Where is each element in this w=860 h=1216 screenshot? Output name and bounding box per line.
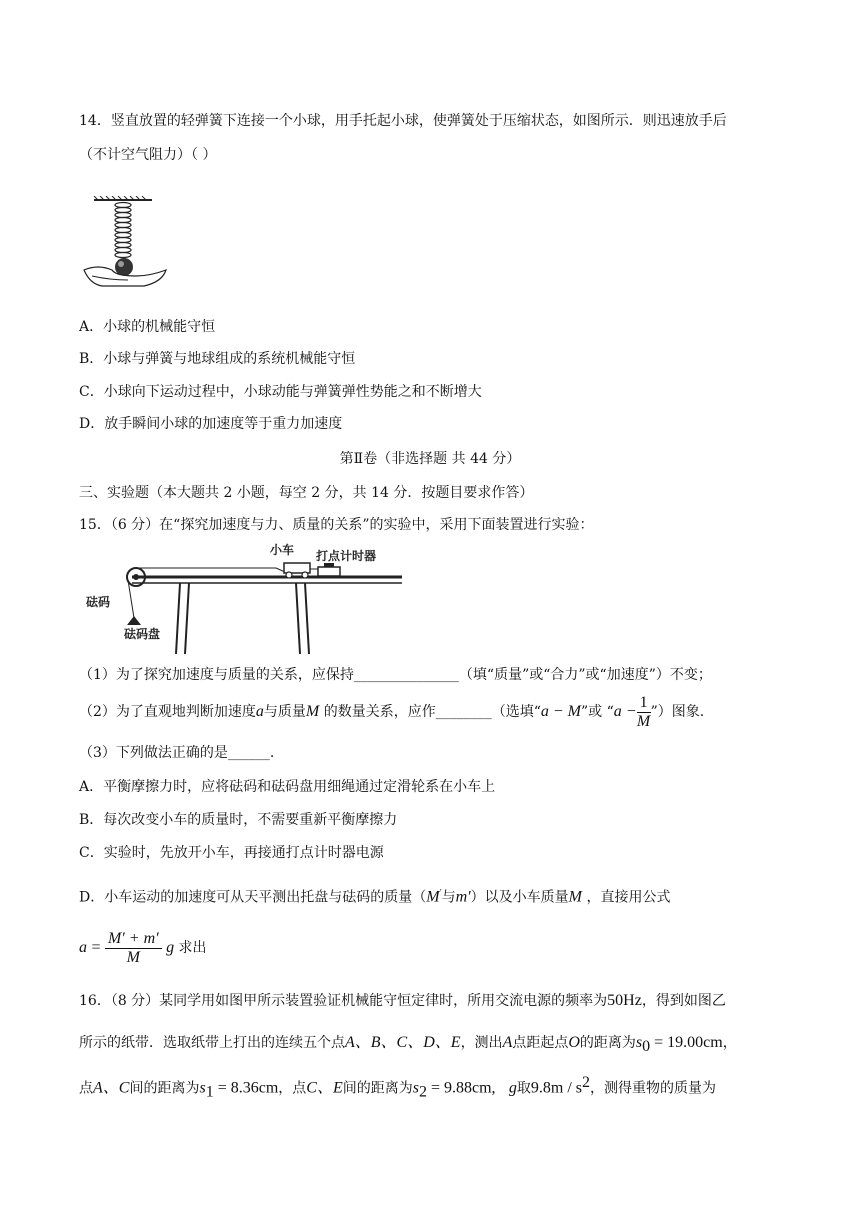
math-a: a [79,939,87,956]
q15-option-b: B．每次改变小车的质量时，不需要重新平衡摩擦力 [79,812,398,828]
q16-line2 [79,1033,737,1057]
math-M: M [568,888,582,906]
q15-sub1-blank: _______________ [353,667,459,683]
math-m-prime: m′ [455,888,471,906]
q16-line3-end: ，测得重物的质量为 [590,1080,717,1097]
q15-option-c: C．实验时，先放开小车，再接通打点计时器电源 [79,845,384,861]
q14-option-a: A．小球的机械能守恒 [79,319,216,335]
math-g: g [166,939,175,956]
q15-sub2-text: （2）为了直观地判断加速度 [79,704,256,720]
q15-stem: 15．（6 分）在“探究加速度与力、质量的关系”的实验中，采用下面装置进行实验： [79,517,594,533]
fraction-den: M [636,712,651,730]
q14-option-d: D．放手瞬间小球的加速度等于重力加速度 [79,416,343,432]
q14-option-b: B．小球与弹簧与地球组成的系统机械能守恒 [79,351,356,367]
math-s1-value: = 8.36cm [213,1079,279,1097]
q16-line3-text2: 间的距离为 [129,1080,200,1097]
q16-line2-text4: 的距离为 [579,1035,636,1051]
math-points-ac: A、C [93,1079,130,1097]
q16-line2-end: ， [722,1035,737,1051]
math-50hz: 50Hz [607,992,642,1009]
q15-sub3: （3）下列做法正确的是______. [79,745,275,761]
q15-sub2 [79,692,704,732]
label-cart: 小车 [270,543,295,557]
q16-line2-text2: ，测出 [460,1035,503,1051]
spring-ball-figure [80,196,176,292]
math-g-sup: 2 [582,1074,591,1091]
q16-line3-text3: ，点 [278,1080,307,1097]
q16-line3 [79,1073,716,1102]
q15-sub2-choice-pre: （选填“ [491,704,541,720]
math-g: g [508,1079,517,1097]
math-s1: s [199,1079,206,1097]
part2-title: 第Ⅱ卷（非选择题 共 44 分） [339,451,521,467]
formula-fraction [105,930,162,967]
math-M-prime: M [426,888,440,906]
q16-line1-text: 16．（8 分）某同学用如图甲所示装置验证机械能守恒定律时，所用交流电源的频率为 [79,993,608,1009]
math-points-abcde: A、B、C、D、E [345,1034,461,1051]
math-s0-sub: 0 [642,1037,651,1055]
math-s2: s [412,1079,419,1097]
q15-optd-text3: ，直接用公式 [586,889,671,906]
q16-line1-end: ，得到如图乙 [641,993,726,1009]
q15-option-d: D．小车运动的加速度可从天平测出托盘与砝码的质量（M′与m′）以及小车质量M ，直接用公式 [79,888,671,906]
math-equals: = [91,939,101,956]
math-s1-sub: 1 [205,1083,214,1101]
q15-optd-and: 与 [441,889,456,906]
q15-sub1-text: （1）为了探究加速度与质量的关系，应保持 [79,667,354,683]
fraction-1-over-M [637,694,651,731]
q14-stem-line2: （不计空气阻力）（ ） [79,147,217,163]
label-timer: 打点计时器 [316,549,377,563]
q15-formula-text: 求出 [178,940,207,956]
formula-num: M′ + m′ [105,930,162,949]
q16-line3-text: 点 [79,1080,93,1097]
q14-option-c: C．小球向下运动过程中，小球动能与弹簧弹性势能之和不断增大 [79,384,482,400]
q15-sub1-hint: （填“质量”或“合力”或“加速度”）不变； [458,667,712,683]
q15-sub2-text2: 与质量 [263,704,306,720]
q15-sub2-end: ”）图象. [650,704,705,720]
q14-stem-line1: 14．竖直放置的轻弹簧下连接一个小球，用手托起小球，使弹簧处于压缩状态，如图所示．则迅速放手后 [79,113,727,129]
label-weights: 砝码 [86,595,111,609]
q16-line3-text4: 间的距离为 [342,1080,413,1097]
q16-line2-text: 所示的纸带．选取纸带上打出的连续五个点 [79,1035,345,1051]
q15-sub2-text3: 的数量关系，应作 [323,704,436,720]
q16-line3-text5: 取 [516,1080,531,1097]
math-s0: s [635,1034,643,1051]
math-points-ce: C、E [306,1079,343,1097]
q15-sub2-choice-mid: ”或 “ [581,704,614,720]
q16-line2-text3: 点距起点 [512,1035,569,1051]
math-a-minus-M: a − M [540,703,581,720]
q15-optd-text: D．小车运动的加速度可从天平测出托盘与砝码的质量（ [79,889,427,906]
q15-sub1 [79,665,712,685]
formula-den: M [126,948,140,966]
q15-optd-text2: ）以及小车质量 [470,889,569,906]
fraction-num: 1 [637,694,651,713]
math-s0-value: = 19.00cm [650,1034,723,1051]
section3-title: 三、实验题（本大题共 2 小题，每空 2 分，共 14 分．按题目要求作答） [79,485,534,501]
math-M: M [305,703,320,720]
math-point-o: O [568,1034,580,1051]
q15-formula [79,926,207,970]
math-s2-sub: 2 [418,1083,427,1101]
math-point-a: A [502,1034,513,1051]
math-s2-value: = 9.88cm, [426,1079,496,1097]
math-g-value: 9.8m / s [530,1079,583,1097]
q15-option-a: A．平衡摩擦力时，应将砝码和砝码盘用细绳通过定滑轮系在小车上 [79,779,496,795]
q16-line1 [79,991,726,1011]
q15-sub2-blank: ________ [435,704,492,720]
math-a-minus: a − [613,703,637,720]
math-a: a [255,703,264,720]
cart-apparatus-figure [80,538,404,656]
label-pan: 砝码盘 [124,627,161,641]
